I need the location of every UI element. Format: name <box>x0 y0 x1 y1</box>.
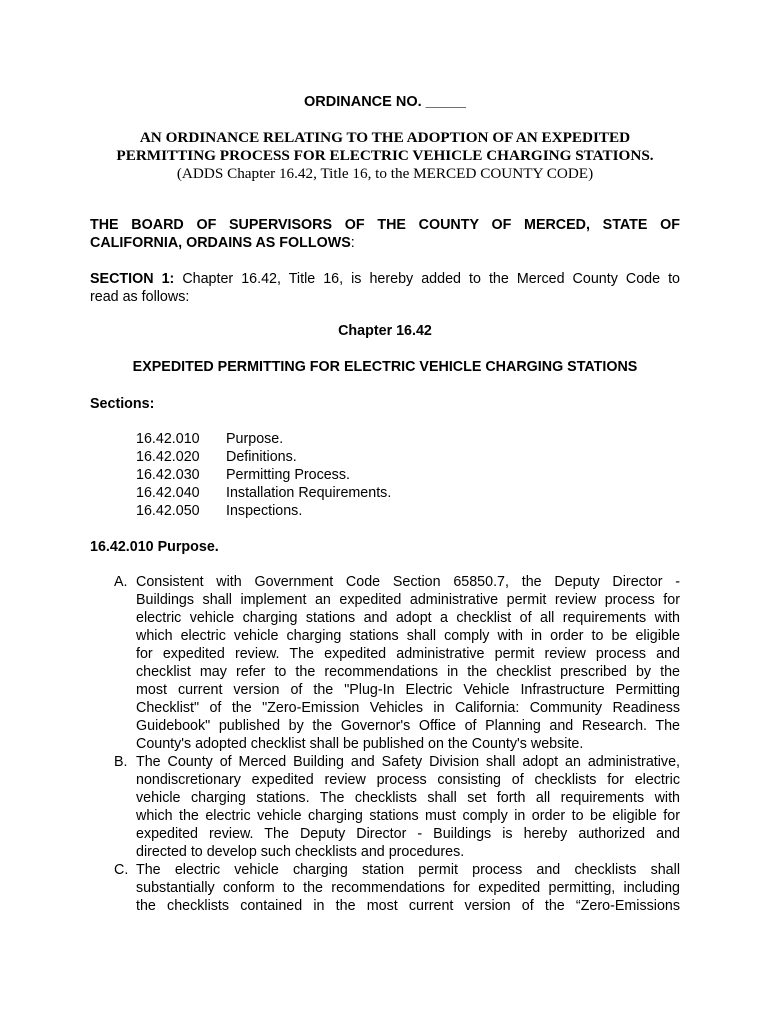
toc-number: 16.42.050 <box>136 503 200 519</box>
item-line: vehicle charging stations. The checklists shall set forth all requirements with <box>136 790 680 806</box>
toc-number: 16.42.040 <box>136 485 200 501</box>
section-1 <box>90 270 680 306</box>
item-line: checklist may refer to the recommendations in the checklist prescribed by the <box>136 664 680 680</box>
board-declaration <box>90 216 680 252</box>
toc-title: Permitting Process. <box>226 467 350 483</box>
toc-row <box>136 502 391 520</box>
toc-row <box>136 484 391 502</box>
toc-row <box>136 430 391 448</box>
purpose-items <box>0 573 770 915</box>
item-line: nondiscretionary expedited review process consisting of checklists for electric <box>136 772 680 788</box>
item-line: The County of Merced Building and Safety Division shall adopt an administrative, <box>136 754 680 770</box>
purpose-heading: 16.42.010 Purpose. <box>90 539 219 555</box>
section-1-label: SECTION 1: <box>90 271 175 287</box>
item-line: which electric vehicle charging stations shall comply with in order to be eligible <box>136 628 680 644</box>
title-line-1: AN ORDINANCE RELATING TO THE ADOPTION OF AN EXPEDITED <box>139 129 631 146</box>
sections-list <box>136 430 391 520</box>
item-line: the checklists contained in the most current version of the “Zero-Emissions <box>136 898 680 914</box>
ordinance-number: ORDINANCE NO. _____ <box>304 94 466 110</box>
item-line: for expedited review. The expedited administrative permit review process and <box>136 646 680 662</box>
purpose-item-a <box>0 573 680 753</box>
item-line: The electric vehicle charging station permit process and checklists shall <box>136 862 680 878</box>
ordinance-title <box>0 129 770 183</box>
toc-number: 16.42.010 <box>136 431 200 447</box>
item-line: Checklist" of the "Zero-Emission Vehicles in California: Community Readiness <box>136 700 680 716</box>
item-line: expedited review. The Deputy Director - Buildings is hereby authorized and <box>136 826 680 842</box>
toc-row <box>136 448 391 466</box>
item-marker: C. <box>114 862 129 878</box>
toc-number: 16.42.020 <box>136 449 200 465</box>
purpose-item-c <box>0 861 680 915</box>
item-line: Buildings shall implement an expedited administrative permit review process for <box>136 592 680 608</box>
item-line: directed to develop such checklists and procedures. <box>136 844 465 860</box>
item-line: which the electric vehicle charging stations must comply in order to be eligible for <box>136 808 680 824</box>
title-subtitle: (ADDS Chapter 16.42, Title 16, to the MERCED COUNTY CODE) <box>176 165 594 182</box>
section-1-line-1 <box>90 270 680 288</box>
chapter-title: EXPEDITED PERMITTING FOR ELECTRIC VEHICLE CHARGING STATIONS <box>132 359 638 375</box>
item-line: County's adopted checklist shall be published on the County's website. <box>136 736 584 752</box>
toc-title: Definitions. <box>226 449 297 465</box>
board-line-1: THE BOARD OF SUPERVISORS OF THE COUNTY OF MERCED, STATE OF <box>90 217 680 233</box>
toc-title: Inspections. <box>226 503 303 519</box>
purpose-item-b <box>0 753 680 861</box>
item-line: most current version of the "Plug-In Electric Vehicle Infrastructure Permitting <box>136 682 680 698</box>
board-line-2: CALIFORNIA, ORDAINS AS FOLLOWS <box>90 235 351 251</box>
board-colon: : <box>350 235 355 251</box>
sections-label: Sections: <box>90 396 155 412</box>
item-marker: A. <box>114 574 128 590</box>
toc-row <box>136 466 391 484</box>
item-line: Guidebook" published by the Governor's Office of Planning and Research. The <box>136 718 680 734</box>
item-marker: B. <box>114 754 128 770</box>
chapter-number: Chapter 16.42 <box>338 323 432 339</box>
toc-number: 16.42.030 <box>136 467 200 483</box>
section-1-line-2: read as follows: <box>90 289 190 305</box>
toc-title: Purpose. <box>226 431 284 447</box>
item-line: substantially conform to the recommendations for expedited permitting, including <box>136 880 680 896</box>
toc-title: Installation Requirements. <box>226 485 392 501</box>
item-line: Consistent with Government Code Section 65850.7, the Deputy Director - <box>136 574 680 590</box>
section-1-text: Chapter 16.42, Title 16, is hereby added to the Merced County Code to <box>174 271 681 287</box>
item-line: electric vehicle charging stations and adopt a checklist of all requirements with <box>136 610 680 626</box>
title-line-2: PERMITTING PROCESS FOR ELECTRIC VEHICLE CHARGING STATIONS. <box>116 147 654 164</box>
